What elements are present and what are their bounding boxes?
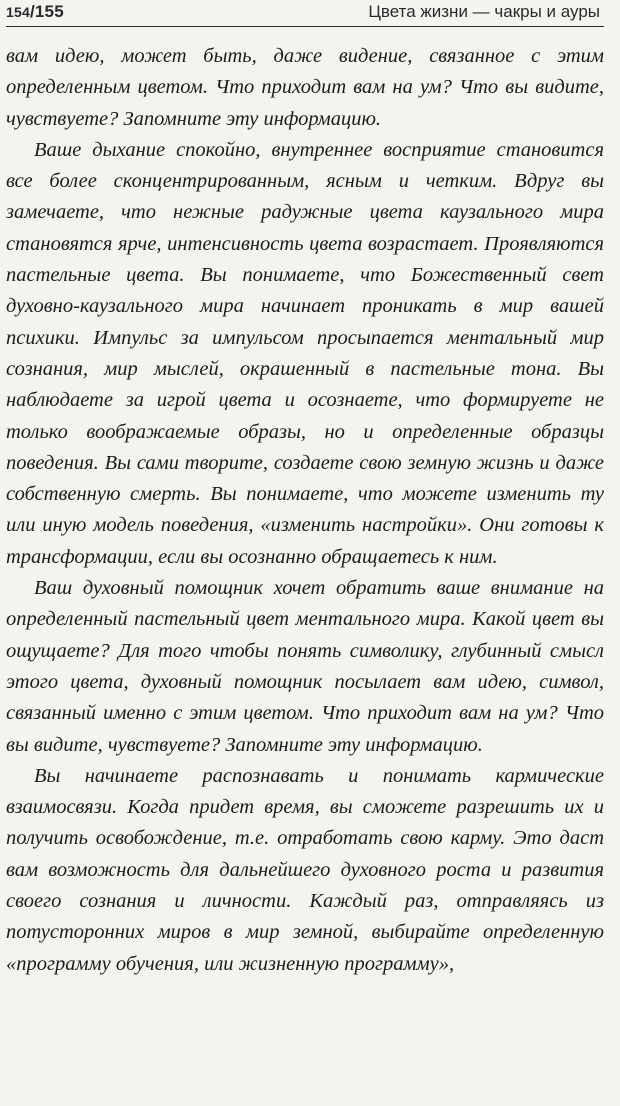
page-number-separator: / <box>29 2 35 21</box>
paragraph: Вы начинаете распознавать и понимать кармические взаимосвязи. Когда придет время, вы сможете разрешить их и получить освобождение, т.е. отработать свою карму. Это даст вам возможность для дальнейшего духовного роста и развития своего сознания и личности. Каждый раз, отправляясь из потусторонних миров в мир земной, выбирайте определенную «программу обучения, или жизненную программу», <box>6 764 604 975</box>
page-number <box>6 0 64 24</box>
body-text <box>6 41 604 980</box>
paragraph-continued: вам идею, может быть, даже видение, связанное с этим определенным цветом. Что приходит вам на ум? Что вы видите, чувствуете? Запомните эту информацию. <box>6 45 604 130</box>
total-page-number: 155 <box>34 2 64 21</box>
current-page-number: 154 <box>6 4 30 20</box>
book-title: Цвета жизни — чакры и ауры <box>368 2 600 21</box>
paragraph: Ваш духовный помощник хочет обратить ваше внимание на определенный пастельный цвет ментального мира. Какой цвет вы ощущаете? Для того чтобы понять символику, глубинный смысл этого цвета, духовный помощник посылает вам идею, символ, связанный именно с этим цветом. Что приходит вам на ум? Что вы видите, чувствуете? Запомните эту информацию. <box>6 577 604 756</box>
paragraph: Ваше дыхание спокойно, внутреннее восприятие становится все более сконцентрированным, ясным и четким. Вдруг вы замечаете, что нежные радужные цвета каузального мира становятся ярче, интенсивность цвета возрастает. Проявляются пастельные цвета. Вы понимаете, что Божественный свет духовно-каузального мира начинает проникать в мир вашей психики. Импульс за импульсом просыпается ментальный мир сознания, мир мыслей, окрашенный в пастельные тона. Вы наблюдаете за игрой цвета и осознаете, что формируете не только воображаемые образы, но и определенные образцы поведения. Вы сами творите, создаете свою земную жизнь и даже собственную смерть. Вы понимаете, что можете изменить ту или иную модель поведения, «изменить настройки». Они готовы к трансформации, если вы осознанно обращаетесь к ним. <box>6 138 604 568</box>
running-header <box>6 0 604 27</box>
